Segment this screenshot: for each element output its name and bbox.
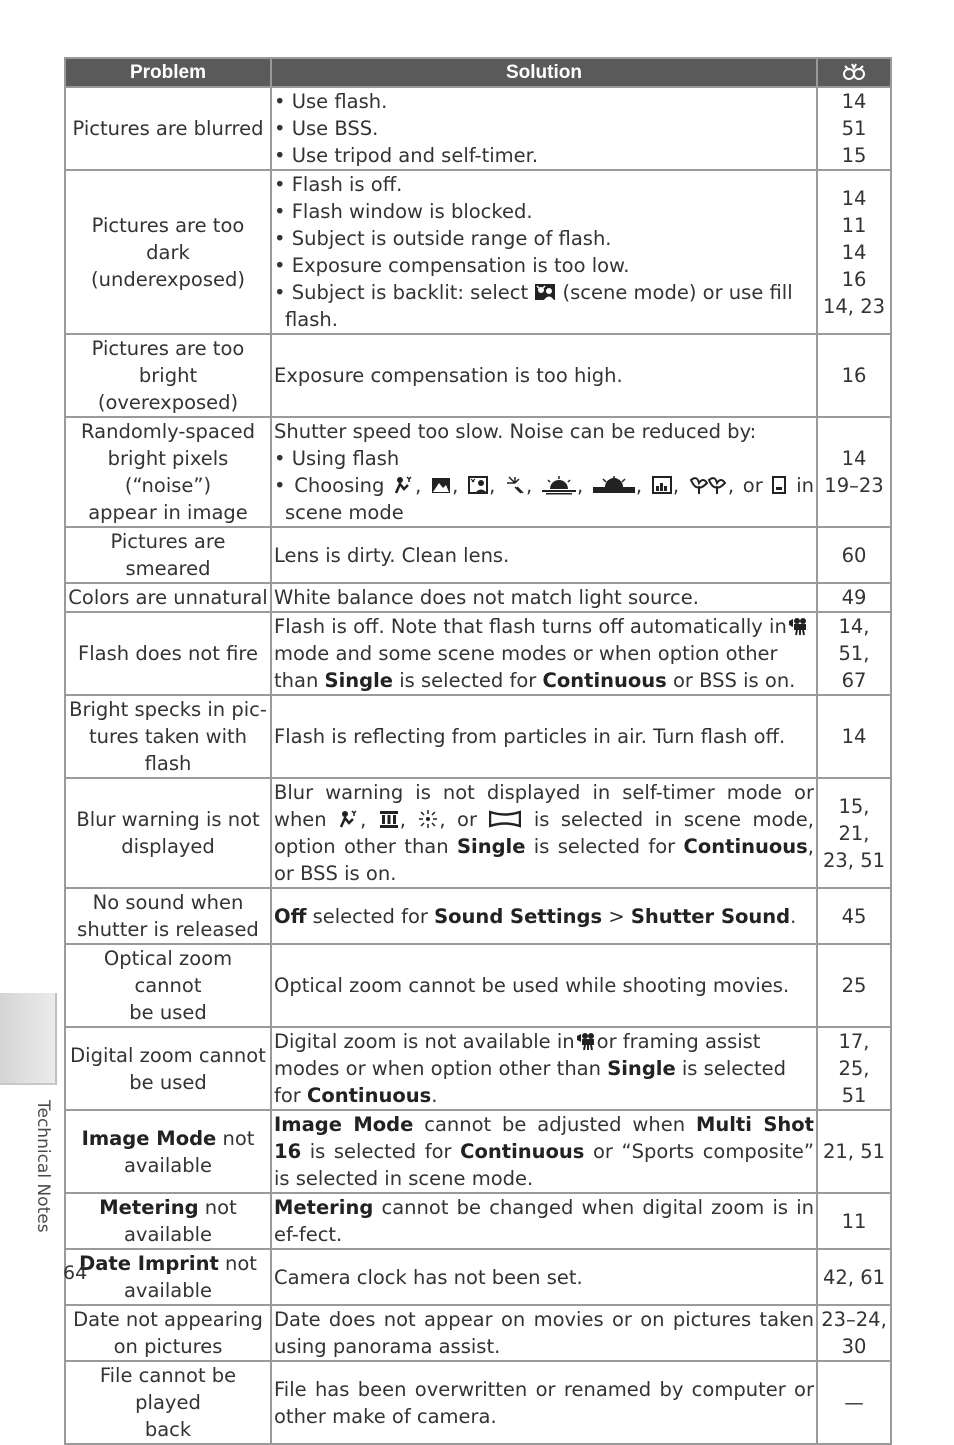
sunset-icon: [542, 475, 576, 495]
table-row: [65, 778, 891, 888]
solution-bullet: • Use flash.: [274, 88, 814, 115]
copy-icon: [772, 475, 786, 495]
problem-line: Pictures are too dark: [91, 213, 245, 264]
page-ref: 15, 21,: [838, 794, 870, 845]
backlight-scene-icon: [535, 282, 555, 302]
fireworks-icon: [505, 475, 525, 495]
solution-bold: Continuous: [307, 1084, 432, 1107]
solution-text: .: [431, 1084, 438, 1107]
problem-line: [68, 1194, 268, 1221]
solution-bullet: • Exposure compensation is too low.: [274, 252, 814, 279]
page-ref: 51: [841, 1084, 867, 1107]
problem-line: Bright specks in pic-: [69, 698, 267, 721]
problem-cell: [65, 1249, 271, 1305]
table-row: [65, 417, 891, 527]
solution-text: is selected for: [309, 1140, 452, 1163]
table-row: [65, 695, 891, 778]
page-cell: 14: [817, 695, 891, 778]
page-cell: 16: [817, 334, 891, 417]
solution-text: >: [608, 904, 625, 928]
problem-line: Optical zoom cannot: [103, 947, 233, 997]
solution-text: Digital zoom is not available in: [274, 1030, 575, 1053]
solution-bullet: • Choosing , , , , , , , , or in scene mode: [274, 472, 814, 526]
solution-text: or “Sports composite” is selected in scene mode.: [274, 1140, 814, 1190]
solution-intro: Shutter speed too slow. Noise can be reduced by:: [274, 420, 757, 443]
problem-cell: [65, 888, 271, 944]
solution-bullet: • Subject is outside range of flash.: [274, 225, 814, 252]
panorama-icon: [489, 809, 521, 829]
section-tab: [0, 993, 57, 1085]
night-landscape-icon: [593, 475, 635, 495]
page-ref: 14: [841, 447, 867, 470]
problem-cell: [65, 695, 271, 778]
page-cell: [817, 1305, 891, 1361]
problem-line: [68, 1250, 268, 1277]
solution-bold: Multi Shot 16: [274, 1113, 815, 1163]
page-ref: 51: [841, 117, 867, 140]
page-ref: 16: [841, 267, 867, 291]
header-solution: Solution: [271, 58, 817, 87]
problem-bold: Metering: [99, 1196, 199, 1219]
night-portrait-icon: [394, 475, 414, 495]
table-row: [65, 1193, 891, 1249]
problem-line: appear in image: [88, 501, 248, 524]
solution-cell: [271, 1110, 817, 1193]
solution-bullet: • Use BSS.: [274, 115, 814, 142]
solution-bold: Continuous: [683, 835, 808, 858]
solution-text: mode and some scene modes or when option other than: [274, 642, 778, 692]
solution-cell: Optical zoom cannot be used while shooting movies.: [271, 944, 817, 1027]
solution-bold: Metering: [274, 1196, 374, 1219]
table-row: [65, 1027, 891, 1110]
solution-text: is selected for: [399, 669, 537, 692]
solution-bullet: • Use tripod and self-timer.: [274, 142, 814, 169]
solution-text: or framing assist modes or when option other than: [274, 1030, 761, 1080]
problem-text: not: [224, 1252, 257, 1275]
solution-bold: Continuous: [460, 1140, 585, 1163]
page-ref: 14, 23: [822, 294, 886, 318]
table-row: [65, 1361, 891, 1444]
problem-cell: Pictures are smeared: [65, 527, 271, 583]
table-row: [65, 170, 891, 334]
solution-cell: [271, 1027, 817, 1110]
problem-cell: [65, 1193, 271, 1249]
solution-bullet: • Flash is off.: [274, 171, 814, 198]
solution-cell: [271, 1193, 817, 1249]
solution-text: selected for: [312, 904, 428, 928]
problem-cell: [65, 1110, 271, 1193]
page-number: 64: [63, 1262, 88, 1284]
problem-line: Date not appearing: [73, 1308, 263, 1331]
page-ref: 11: [841, 213, 867, 237]
solution-cell: [271, 888, 817, 944]
movie-mode-icon: [788, 616, 808, 636]
problem-line: shutter is released: [77, 918, 259, 941]
page-ref: 17, 25,: [838, 1030, 870, 1080]
table-row: [65, 1110, 891, 1193]
problem-line: bright pixels (“noise”): [107, 447, 229, 497]
problem-line: be used: [129, 1001, 207, 1024]
solution-bold: Single: [324, 669, 394, 692]
problem-bold: Date Imprint: [79, 1252, 219, 1275]
table-row: [65, 527, 891, 583]
solution-text: Flash is off. Note that flash turns off automatically in: [274, 615, 787, 638]
solution-text: is selected for: [274, 1057, 786, 1107]
solution-bold: Image Mode: [274, 1113, 414, 1136]
museum-icon: [379, 809, 399, 829]
page-cell: 60: [817, 527, 891, 583]
fireworks-icon: [418, 809, 438, 829]
problem-line: tures taken with flash: [88, 725, 248, 775]
landscape-icon: [431, 475, 451, 495]
problem-line: File cannot be played: [99, 1364, 237, 1414]
problem-cell: [65, 334, 271, 417]
table-row: [65, 612, 891, 695]
problem-line: back: [144, 1418, 192, 1441]
problem-cell: [65, 1027, 271, 1110]
page-ref: 67: [841, 669, 867, 692]
problem-line: Blur warning is not: [76, 808, 260, 831]
solution-cell: Exposure compensation is too high.: [271, 334, 817, 417]
page-ref: 30: [841, 1335, 867, 1358]
solution-cell: [271, 170, 817, 334]
troubleshooting-table: [64, 57, 892, 1445]
solution-text: is selected for: [533, 835, 676, 858]
problem-line: (overexposed): [97, 391, 239, 414]
problem-cell: [65, 170, 271, 334]
solution-cell: White balance does not match light source.: [271, 583, 817, 612]
page-ref: 23–24,: [821, 1308, 887, 1331]
solution-text: .: [790, 904, 797, 928]
bullet-text: Choosing: [294, 474, 385, 497]
page-cell: 25: [817, 944, 891, 1027]
problem-line: [68, 1125, 268, 1152]
problem-cell: Flash does not fire: [65, 612, 271, 695]
solution-bold: Single: [607, 1057, 676, 1080]
solution-text: or: [457, 808, 477, 831]
page-ref: 14: [841, 240, 867, 264]
page-ref: 14: [841, 90, 867, 113]
page-cell: [817, 87, 891, 170]
solution-cell: File has been overwritten or renamed by computer or other make of camera.: [271, 1361, 817, 1444]
header-problem: Problem: [65, 58, 271, 87]
problem-line: Pictures are too bright: [91, 337, 245, 387]
section-label: Technical Notes: [33, 1100, 53, 1233]
solution-cell: Date does not appear on movies or on pictures taken using panorama assist.: [271, 1305, 817, 1361]
movie-mode-icon: [576, 1031, 596, 1051]
table-row: [65, 583, 891, 612]
problem-text: not: [204, 1196, 237, 1219]
problem-bold: Image Mode: [81, 1126, 217, 1150]
solution-text: Blur warning is not displayed in self-timer mode or when: [274, 781, 814, 831]
problem-line: Randomly-spaced: [81, 420, 255, 443]
solution-cell: [271, 87, 817, 170]
backlight-scene-icon: [468, 475, 488, 495]
problem-cell: [65, 944, 271, 1027]
solution-cell: Blur warning is not displayed in self-timer mode or when , , , or is selected in scene mode, option other than Single is selected for Continuous, or BSS is on.: [271, 778, 817, 888]
page-cell: 49: [817, 583, 891, 612]
bullet-text: in scene mode: [285, 474, 815, 524]
table-row: [65, 87, 891, 170]
solution-cell: [271, 417, 817, 527]
page-cell: 42, 61: [817, 1249, 891, 1305]
table-header-row: [65, 58, 891, 87]
solution-text: , or BSS is on.: [274, 835, 814, 885]
page-ref: 23, 51: [822, 848, 886, 872]
problem-line: on pictures: [113, 1335, 223, 1358]
problem-cell: Pictures are blurred: [65, 87, 271, 170]
page-cell: [817, 612, 891, 695]
page-ref: 14: [841, 186, 867, 210]
solution-cell: Lens is dirty. Clean lens.: [271, 527, 817, 583]
problem-cell: [65, 417, 271, 527]
solution-bold: Off: [274, 904, 307, 928]
night-portrait-icon: [339, 809, 359, 829]
problem-cell: [65, 1305, 271, 1361]
bullet-text: Subject is backlit: select: [291, 281, 529, 304]
problem-line: displayed: [121, 835, 215, 858]
table-row: [65, 1249, 891, 1305]
solution-text: is selected in scene mode, option other than: [274, 808, 814, 858]
solution-cell: [271, 612, 817, 695]
page-cell: [817, 170, 891, 334]
solution-bullet: • Using flash: [274, 445, 814, 472]
solution-bold: Sound Settings: [434, 904, 603, 928]
solution-bullet: [274, 279, 814, 333]
problem-line: be used: [129, 1070, 207, 1094]
problem-cell: [65, 778, 271, 888]
bullet-text: (scene mode) or use fill flash.: [285, 281, 793, 331]
solution-bold: Shutter Sound: [630, 904, 791, 928]
problem-line: Digital zoom cannot: [70, 1043, 266, 1067]
close-up-icon: [689, 475, 727, 495]
table-row: [65, 944, 891, 1027]
museum-icon: [652, 475, 672, 495]
page-cell: [817, 1027, 891, 1110]
problem-cell: [65, 1361, 271, 1444]
problem-line: available: [123, 1279, 213, 1302]
page-cell: 45: [817, 888, 891, 944]
solution-bold: Continuous: [542, 669, 667, 692]
page-ref: 14, 51,: [838, 615, 870, 665]
page-cell: —: [817, 1361, 891, 1444]
solution-bullet: • Flash window is blocked.: [274, 198, 814, 225]
table-row: [65, 334, 891, 417]
page-cell: 11: [817, 1193, 891, 1249]
solution-cell: Camera clock has not been set.: [271, 1249, 817, 1305]
problem-text: not: [222, 1126, 255, 1150]
table-row: [65, 888, 891, 944]
problem-line: available: [123, 1153, 213, 1177]
reference-page-icon: [817, 58, 891, 87]
page-cell: 21, 51: [817, 1110, 891, 1193]
solution-text: cannot be changed when digital zoom is in ef-fect.: [274, 1196, 814, 1246]
problem-line: available: [123, 1223, 213, 1246]
problem-line: No sound when: [92, 891, 244, 914]
solution-cell: Flash is reflecting from particles in air. Turn flash off.: [271, 695, 817, 778]
solution-bold: Single: [456, 835, 526, 858]
page-cell: [817, 778, 891, 888]
bullet-text: or: [742, 474, 763, 497]
page-ref: 19–23: [824, 474, 884, 497]
problem-line: (underexposed): [91, 267, 245, 291]
page-cell: [817, 417, 891, 527]
solution-text: or BSS is on.: [672, 669, 796, 692]
problem-cell: Colors are unnatural: [65, 583, 271, 612]
solution-text: cannot be adjusted when: [424, 1113, 686, 1136]
table-row: [65, 1305, 891, 1361]
page-ref: 15: [841, 144, 867, 167]
